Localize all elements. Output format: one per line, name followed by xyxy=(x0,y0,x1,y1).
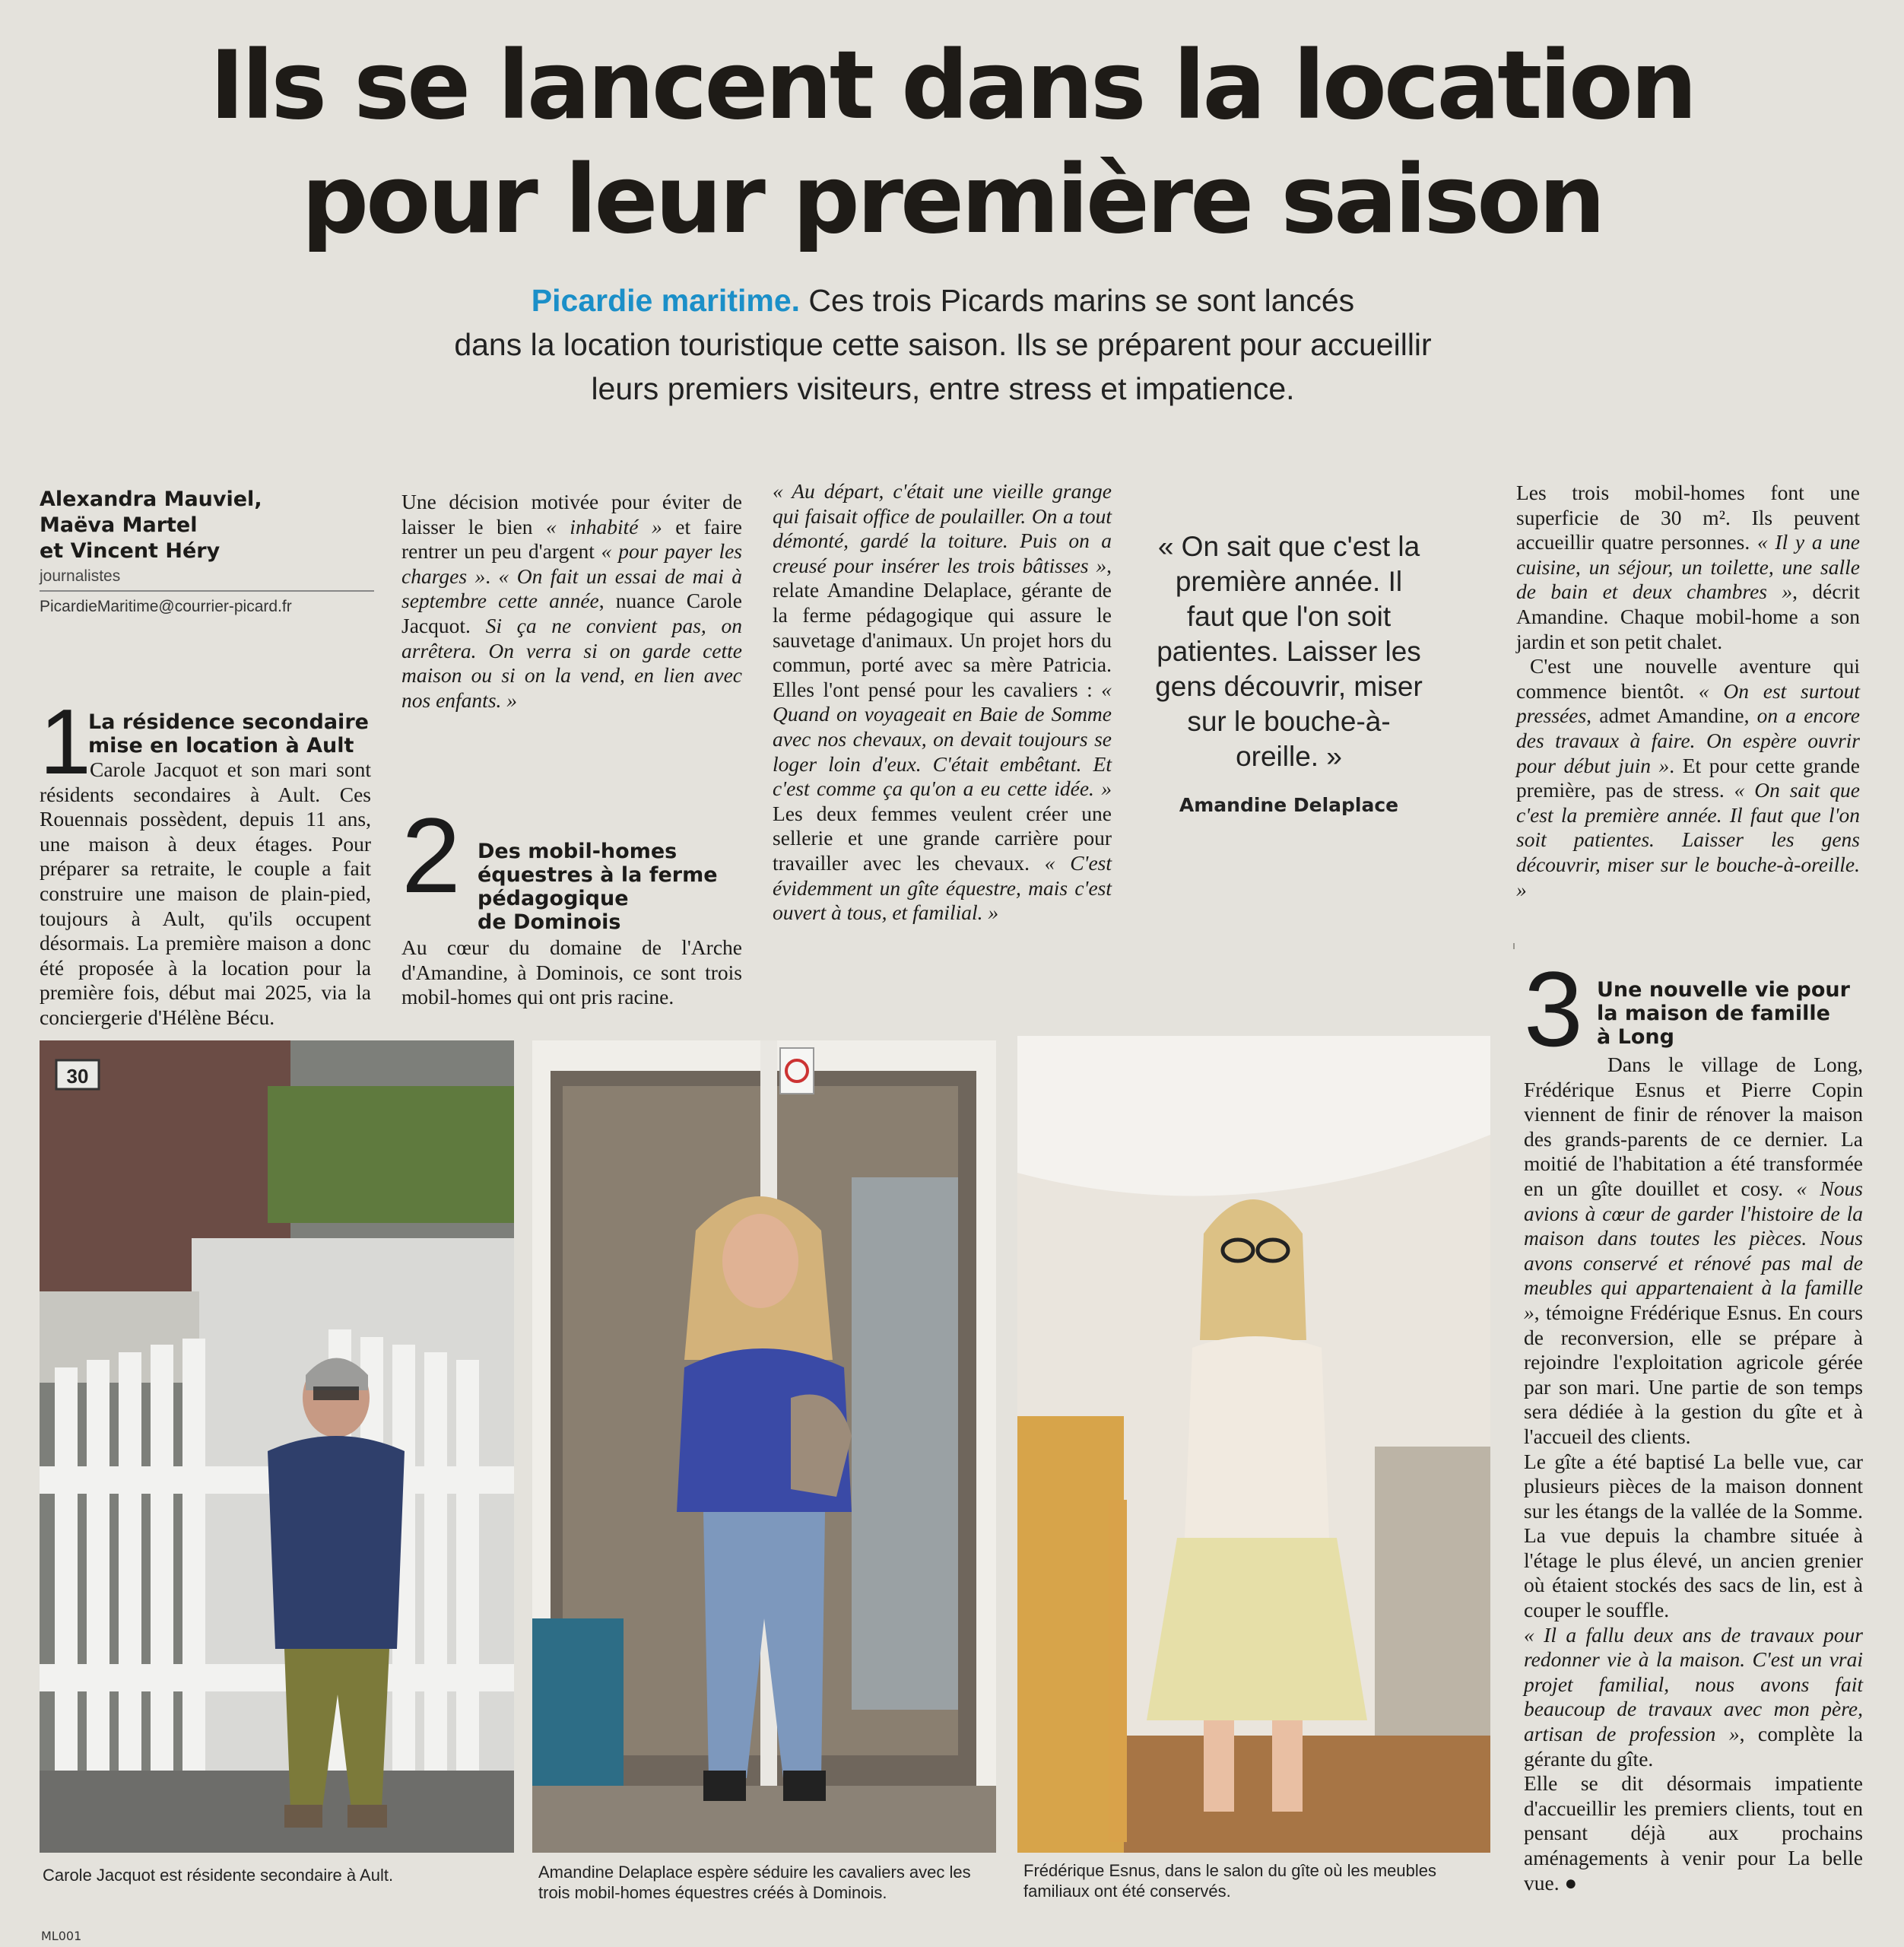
section-1-column-2 xyxy=(401,490,742,713)
pull-quote-text: « On sait que c'est la première année. Il faut que l'on soit patientes. Laisser les gens découvrir, miser sur le bouche-à-oreille. » xyxy=(1155,531,1423,772)
standfirst-line-3: leurs premiers visiteurs, entre stress et impatience. xyxy=(591,371,1295,406)
standfirst-line-1: Ces trois Picards marins se sont lancés xyxy=(800,283,1355,318)
standfirst xyxy=(357,278,1528,411)
photo-3-illustration xyxy=(1017,1036,1490,1853)
photo-amandine-delaplace xyxy=(532,1040,996,1853)
section-2-number: 2 xyxy=(401,796,461,915)
end-mark-icon: ● xyxy=(1564,1870,1578,1895)
section-3-paragraph-3: « Il a fallu deux ans de travaux pour redonner vie à la maison. C'est un vrai projet familial, nous avons fait beaucoup de travaux avec mon père, artisan de profession », complète la gérante du gîte. xyxy=(1524,1622,1863,1771)
house-number-sign: 30 xyxy=(66,1065,89,1088)
author-names: Alexandra Mauviel, Maëva Martel et Vincent Héry xyxy=(40,488,262,563)
section-1-number: 1 xyxy=(40,690,91,793)
section-2-paragraph-1: « Au départ, c'était une vieille grange qui faisait office de poulailler. On a tout démonté, gardé la toiture. Puis on a creusé pour insérer les trois bâtisses », relate Amandine Delaplace, gérante de la ferme pédagogique qui assure le sauvetage d'animaux. Un projet hors du commun, porté avec sa mère Patricia. Elles l'ont pensé pour les cavaliers : « Quand on voyageait en Baie de Somme avec nos chevaux, on devait toujours se loger loin d'eux. C'était embêtant. Et c'est comme ça qu'on a eu cette idée. » Les deux femmes veulent créer une sellerie et une grande carrière pour travailler avec les chevaux. « C'est évidemment un gîte équestre, mais c'est ouvert à tous, et familial. » xyxy=(773,479,1112,925)
section-2-column-4 xyxy=(1516,481,1860,902)
section-2-title: Des mobil-homes équestres à la ferme pédagogique de Dominois xyxy=(478,840,718,934)
section-2-column-3 xyxy=(773,479,1112,986)
section-3-title: Une nouvelle vie pour la maison de famille à Long xyxy=(1597,978,1850,1049)
byline xyxy=(40,487,374,616)
section-3-paragraph-4: Elle se dit désormais impatiente d'accueillir les premiers clients, tout en pensant déjà aux prochains aménagements à venir pour La belle vue. ● xyxy=(1524,1771,1863,1895)
standfirst-line-2: dans la location touristique cette saison. Ils se préparent pour accueillir xyxy=(454,327,1432,362)
section-3-column xyxy=(1524,1053,1863,1912)
section-1-paragraph-1: Carole Jacquot et son mari sont résidents secondaires à Ault. Ces Rouennais possèdent, depuis 11 ans, une maison à deux étages. Pour préparer sa retraite, le couple a fait construire une maison de plain-pied, toujours à Ault, qu'ils occupent désormais. La première maison a donc été proposée à la location pour la première fois, début mai 2025, via la conciergerie d'Hélène Bécu. xyxy=(40,758,371,1029)
pull-quote xyxy=(1148,529,1430,823)
section-2-paragraph-1-start: Au cœur du domaine de l'Arche d'Amandine, à Dominois, ce sont trois mobil-homes qui ont pris racine. xyxy=(401,935,742,1009)
page-code: ML001 xyxy=(41,1929,82,1943)
section-3-number: 3 xyxy=(1524,949,1583,1069)
section-2-paragraph-2: Les trois mobil-homes font une superficie de 30 m². Ils peuvent accueillir quatre personnes. « Il y a une cuisine, un séjour, un toilette, une salle de bain et deux chambres », décrit Amandine. Chaque mobil-home a son jardin et son petit chalet. xyxy=(1516,481,1860,653)
section-1-column-1 xyxy=(40,690,371,1029)
caption-photo-3: Frédérique Esnus, dans le salon du gîte où les meubles familiaux ont été conservés. xyxy=(1023,1861,1436,1901)
author-role: journalistes xyxy=(40,567,121,585)
headline-line-1: Ils se lancent dans la location xyxy=(209,31,1695,141)
byline-divider xyxy=(40,590,374,592)
section-1-title: La résidence secondaire mise en location à Ault xyxy=(88,710,369,758)
photo-frederique-esnus xyxy=(1017,1036,1490,1853)
photo-2-illustration xyxy=(532,1040,996,1853)
photo-carole-jacquot xyxy=(40,1040,514,1853)
kicker: Picardie maritime. xyxy=(531,283,801,318)
section-3-header xyxy=(1524,949,1866,1069)
column-divider xyxy=(1513,943,1515,949)
section-2-paragraph-3: C'est une nouvelle aventure qui commence bientôt. « On est surtout pressées, admet Amandine, on a encore des travaux à faire. On espère ouvrir pour début juin ». Et pour cette grande première, pas de stress. « On sait que c'est la première année. Il faut que l'on soit patientes. Laisser les gens découvrir, miser sur le bouche-à-oreille. » xyxy=(1516,654,1860,901)
section-1-paragraph-2: Une décision motivée pour éviter de laisser le bien « inhabité » et faire rentrer un peu d'argent « pour payer les charges ». « On fait un essai de mai à septembre cette année, nuance Carole Jacquot. Si ça ne convient pas, on arrêtera. On verra si on garde cette maison ou si on la vend, en lien avec nos enfants. » xyxy=(401,490,743,712)
headline-line-2: pour leur première saison xyxy=(301,145,1603,255)
photo-1-illustration xyxy=(40,1040,514,1853)
section-2-header xyxy=(401,796,751,934)
section-3-paragraph-2: Le gîte a été baptisé La belle vue, car plusieurs pièces de la maison donnent sur les étangs de la vallée de la Somme. La vue depuis la chambre située à l'étage le plus élevé, un ancien grenier où étaient stockés des sacs de lin, est à couper le souffle. xyxy=(1524,1449,1863,1622)
caption-photo-1: Carole Jacquot est résidente secondaire à Ault. xyxy=(43,1866,394,1885)
section-3-paragraph-1: Dans le village de Long, Frédérique Esnus et Pierre Copin viennent de finir de rénover la maison des grands-parents de ce dernier. La moitié de l'habitation a été transformée en un gîte douillet et cosy. « Nous avions à cœur de garder l'histoire de la maison dans toutes les pièces. Nous avons conservé et rénové pas mal de meubles qui appartenaient à la famille », témoigne Frédérique Esnus. En cours de reconversion, elle se prépare à rejoindre l'exploitation agricole gérée par son mari. Une partie de son temps sera dédiée à la gestion du gîte et à l'accueil des clients. xyxy=(1524,1053,1863,1448)
pull-quote-author: Amandine Delaplace xyxy=(1179,794,1399,816)
headline xyxy=(0,29,1904,257)
caption-photo-2: Amandine Delaplace espère séduire les cavaliers avec les trois mobil-homes équestres créés à Dominois. xyxy=(538,1863,971,1902)
author-email[interactable]: PicardieMaritime@courrier-picard.fr xyxy=(40,598,292,615)
section-2-column-2 xyxy=(401,935,742,1009)
